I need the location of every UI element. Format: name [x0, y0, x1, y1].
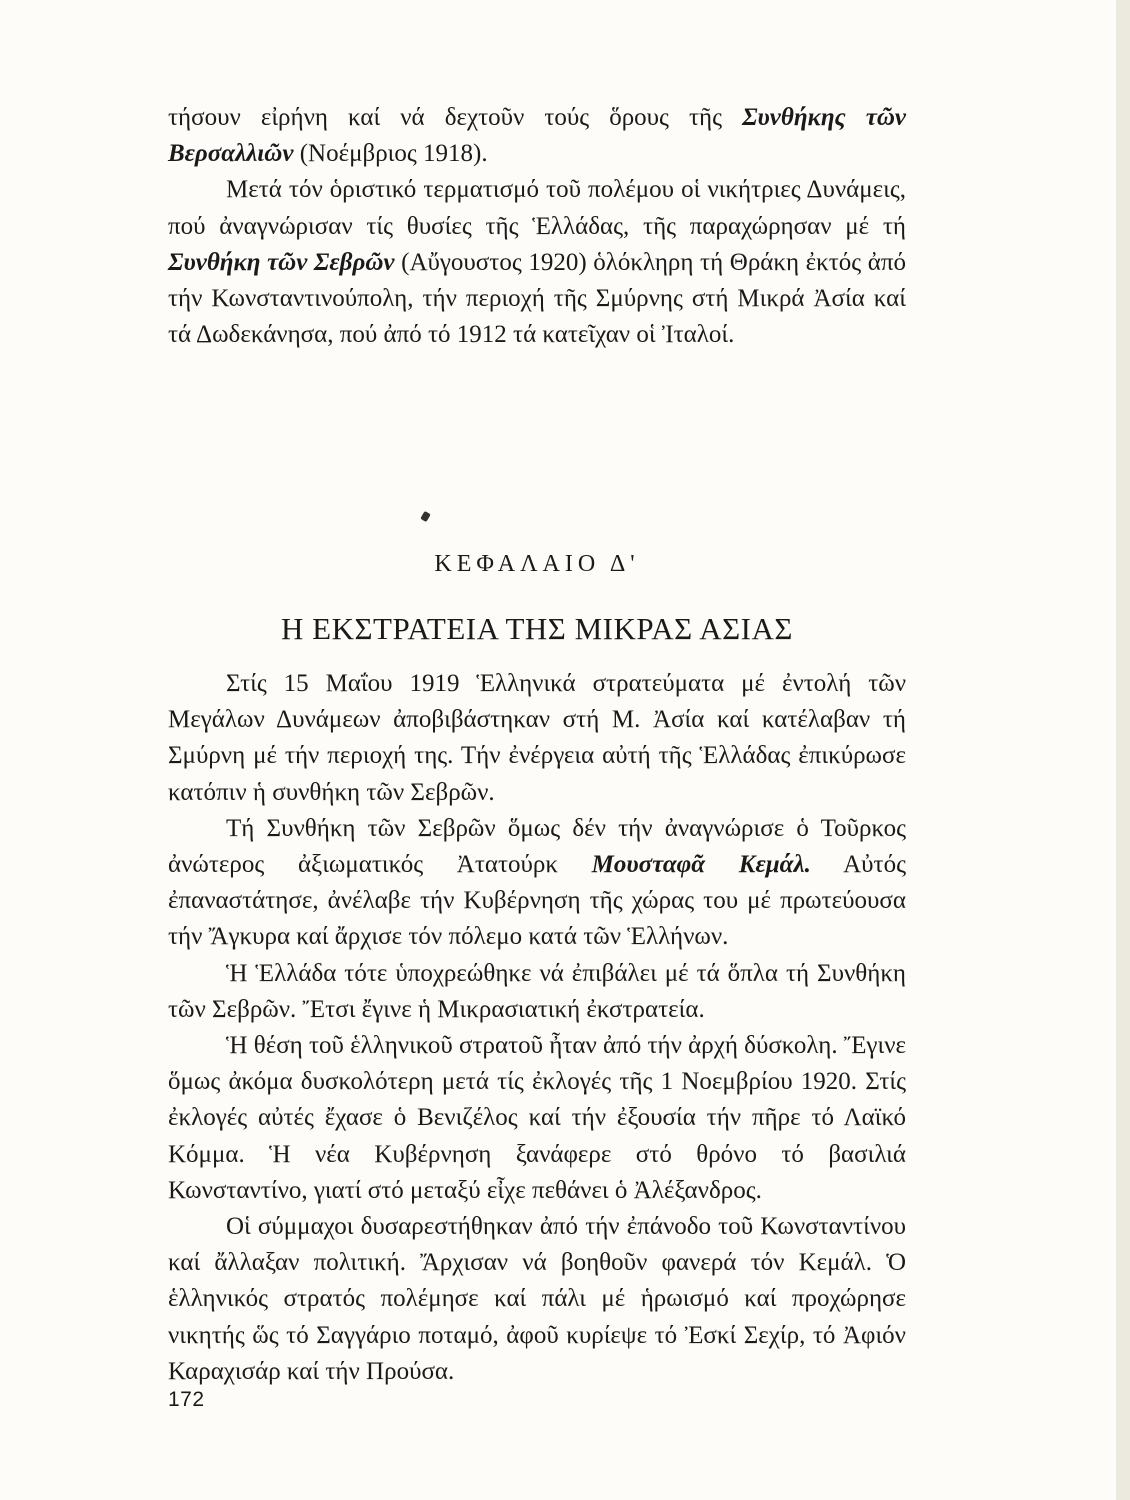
- paragraph-3-text: Τή Συνθήκη τῶν Σεβρῶν ὅμως δέν τήν ἀναγνώρισε ὁ Τοῦρκος ἀνώτερος ἀξιωματικός Ἀτατούρκ: [168, 814, 906, 879]
- opening-text: τήσουν εἰρήνη καί νά δεχτοῦν τούς ὅρους τῆς: [168, 104, 743, 131]
- paragraph-3-text-end: Αὐτός ἐπαναστάτησε, ἀνέλαβε τήν Κυβέρνηση τῆς χώρας του μέ πρωτεύουσα τήν Ἄγκυρα καί ἄρχισε τόν πόλεμο κατά τῶν Ἑλλήνων.: [168, 851, 907, 951]
- opening-text-end: (Νοέμβριος 1918).: [293, 140, 488, 168]
- paragraph-kemal: [168, 811, 906, 956]
- paragraph-landing: Στίς 15 Μαΐου 1919 Ἑλληνικά στρατεύματα μέ ἐντολή τῶν Μεγάλων Δυνάμεων ἀποβιβάστηκαν στή Μ. Ἀσία καί κατέλαβαν τή Σμύρνη μέ τήν περιοχή της. Τήν ἐνέργεια αὐτή τῆς Ἑλλάδας ἐπικύρωσε κατόπιν ἡ συνθήκη τῶν Σεβρῶν.: [168, 670, 906, 806]
- name-kemal: Μουσταφᾶ Κεμάλ.: [591, 851, 811, 879]
- paragraph-allies: Οἱ σύμμαχοι δυσαρεστήθηκαν ἀπό τήν ἐπάνοδο τοῦ Κωνσταντίνου καί ἄλλαξαν πολιτική. Ἄρχισαν νά βοηθοῦν φανερά τόν Κεμάλ. Ὁ ἑλληνικός στρατός πολέμησε καί πάλι μέ ἡρωισμό καί προχώρησε νικητής ὥς τό Σαγγάριο ποταμό, ἀφοῦ κυρίεψε τό Ἐσκί Σεχίρ, τό Ἀφιόν Καραχισάρ καί τήν Προύσα.: [168, 1213, 906, 1385]
- paragraph-campaign: Ἡ Ἑλλάδα τότε ὑποχρεώθηκε νά ἐπιβάλει μέ τά ὅπλα τή Συνθήκη τῶν Σεβρῶν. Ἔτσι ἔγινε ἡ Μικρασιατική ἐκστρατεία.: [168, 959, 906, 1023]
- chapter-body: [168, 666, 906, 1390]
- paragraph-1-text: Μετά τόν ὁριστικό τερματισμό τοῦ πολέμου οἱ νικήτριες Δυνάμεις, πού ἀναγνώρισαν τίς θυσίες τῆς Ἑλλάδας, τῆς παραχώρησαν μέ τή: [168, 176, 906, 240]
- treaty-sevres: Συνθήκη τῶν Σεβρῶν: [168, 248, 395, 276]
- opening-paragraph: [168, 100, 906, 172]
- chapter-title: Η ΕΚΣΤΡΑΤΕΙΑ ΤΗΣ ΜΙΚΡΑΣ ΑΣΙΑΣ: [281, 611, 793, 646]
- paragraph-sevres-treaty: [168, 172, 906, 353]
- paragraph-elections: Ἡ θέση τοῦ ἑλληνικοῦ στρατοῦ ἦταν ἀπό τήν ἀρχή δύσκολη. Ἔγινε ὅμως ἀκόμα δυσκολότερη μετά τίς ἐκλογές τῆς 1 Νοεμβρίου 1920. Στίς ἐκλογές αὐτές ἔχασε ὁ Βενιζέλος καί τήν ἐξουσία τήν πῆρε τό Λαϊκό Κόμμα. Ἡ νέα Κυβέρνηση ξανάφερε στό θρόνο τό βασιλιά Κωνσταντίνο, γιατί στό μεταξύ εἶχε πεθάνει ὁ Ἀλέξανδρος.: [168, 1032, 907, 1204]
- treaty-versailles: Συνθήκης τῶν Βερσαλλιῶν: [168, 104, 906, 168]
- page-number: 172: [168, 1388, 205, 1411]
- ink-mark: [420, 511, 431, 522]
- top-text-block: [168, 100, 906, 353]
- chapter-heading: [168, 544, 906, 650]
- page-edge: [1116, 0, 1130, 1500]
- chapter-label: ΚΕΦΑΛΑΙΟ Δ': [434, 551, 640, 577]
- paragraph-1-text-end: (Αὔγουστος 1920) ὁλόκληρη τή Θράκη ἐκτός ἀπό τήν Κωνσταντινούπολη, τήν περιοχή τῆς Σμύρνης στή Μικρά Ἀσία καί τά Δωδεκάνησα, πού ἀπό τό 1912 τά κατεῖχαν οἱ Ἰταλοί.: [168, 248, 907, 349]
